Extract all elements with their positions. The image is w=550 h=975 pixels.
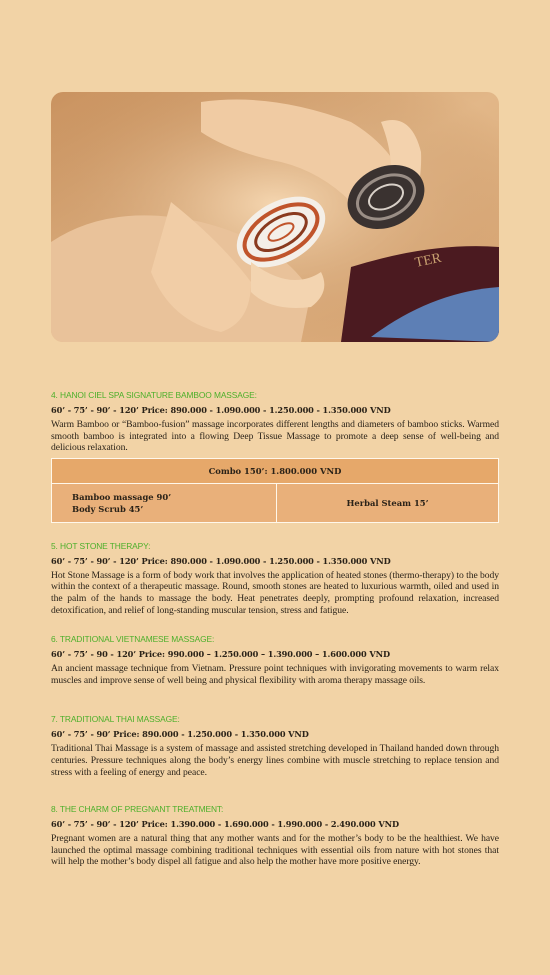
section-heading: 7. TRADITIONAL THAI MASSAGE: [51, 714, 180, 725]
combo-table [51, 458, 499, 523]
combo-title: Combo 150’: 1.800.000 VND [52, 458, 499, 483]
hot-stone-massage-photo [51, 92, 499, 342]
section-price: 60’ - 75’ - 90 - 120’ Price: 990.000 – 1.250.000 – 1.390.000 – 1.600.000 VND [51, 649, 390, 660]
service-section-pregnant [51, 804, 499, 868]
section-description: An ancient massage technique from Vietnam. Pressure point techniques with invigorating movements to warm relax muscles and improve sense of well being and physical flexibility with aroma therapy massage oils. [51, 663, 499, 686]
towel-text: TER [413, 250, 443, 271]
section-heading: 4. HANOI CIEL SPA SIGNATURE BAMBOO MASSAGE: [51, 390, 257, 400]
section-description: Hot Stone Massage is a form of body work that involves the application of heated stones (thermo-therapy) to the body within the context of a therapeutic massage. Round, smooth stones are heated to luxurious warmth, oiled and used in the palm of the hands to massage the body. Heat penetrates deeply, prompting profound relaxation, increased detoxification, and relief of long-standing muscular tension, stress and fatigue. [51, 569, 499, 616]
section-price: 60’ - 75’ - 90’ Price: 890.000 - 1.250.000 - 1.350.000 VND [51, 729, 309, 740]
combo-left-cell [52, 483, 277, 522]
section-description: Pregnant women are a natural thing that any mother wants and for the mother’s body to be the healthiest. We have launched the optimal massage combining traditional techniques with essential oils from nature with hot stones that will help the mother’s body dispel all fatigue and also help the mother have more positive energy. [51, 833, 499, 868]
section-heading: 5. HOT STONE THERAPY: [51, 540, 151, 551]
service-section-bamboo [51, 390, 499, 454]
section-price: 60’ - 75’ - 90’ - 120’ Price: 890.000 - 1.090.000 - 1.250.000 - 1.350.000 VND [51, 555, 391, 566]
section-heading: 8. THE CHARM OF PREGNANT TREATMENT: [51, 804, 224, 815]
section-price: 60’ - 75’ - 90’ - 120’ Price: 1.390.000 - 1.690.000 - 1.990.000 - 2.490.000 VND [51, 819, 399, 830]
section-heading: 6. TRADITIONAL VIETNAMESE MASSAGE: [51, 634, 215, 645]
service-section-thai [51, 714, 499, 778]
combo-item-scrub: Body Scrub 45’ [72, 503, 144, 514]
section-price: 60’ - 75’ - 90’ - 120’ Price: 890.000 - 1.090.000 - 1.250.000 - 1.350.000 VND [51, 405, 391, 415]
service-section-hot-stone [51, 541, 499, 616]
section-description: Warm Bamboo or “Bamboo-fusion” massage incorporates different lengths and diameters of bamboo sticks. Warmed smooth bamboo is integrated into a flowing Deep Tissue Massage to promote a deep sense of well-being and delicious relaxation. [51, 419, 499, 454]
combo-item-bamboo: Bamboo massage 90’ [72, 491, 172, 502]
combo-item-steam: Herbal Steam 15’ [277, 483, 499, 522]
service-menu [51, 390, 499, 868]
service-section-vietnamese [51, 634, 499, 686]
section-description: Traditional Thai Massage is a system of massage and assisted stretching developed in Thailand handed down through centuries. Pressure techniques along the body’s energy lines combine with muscle stretching to replace tension and stress with a feeling of energy and peace. [51, 743, 499, 778]
